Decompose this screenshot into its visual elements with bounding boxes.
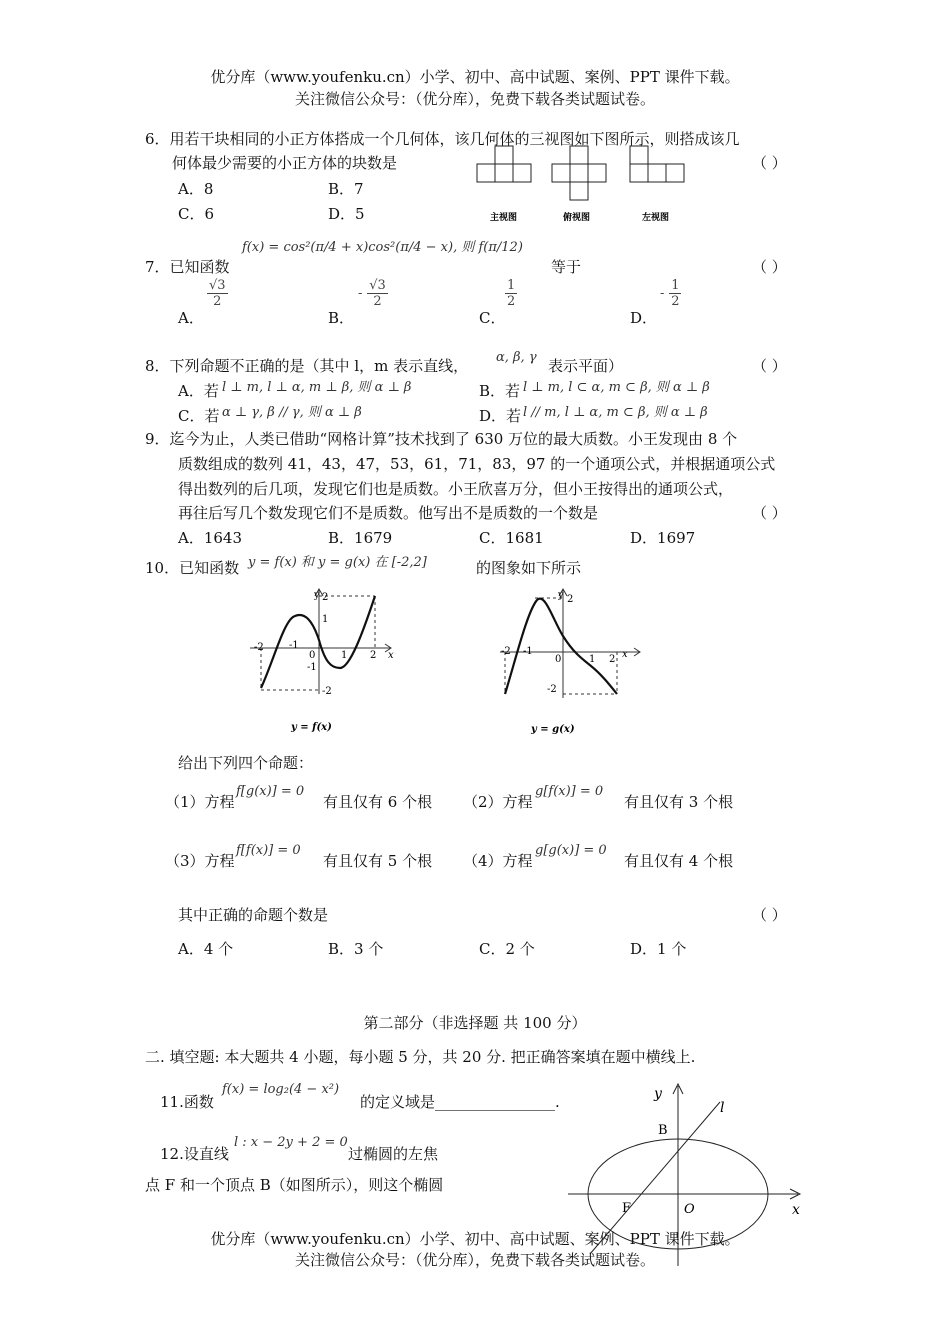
q8-stem-greek: α, β, γ: [496, 350, 537, 365]
f-curve: [261, 596, 375, 688]
axis-label-x: x: [388, 650, 394, 661]
header-line-2: 关注微信公众号：（优分库），免费下载各类试题试卷。: [294, 90, 655, 108]
q9-answer-paren: （ ）: [752, 504, 787, 522]
q12-line-2: 点 F 和一个顶点 B（如图所示），则这个椭圆: [145, 1176, 444, 1194]
q8-stem-end: 表示平面）: [548, 357, 624, 375]
q6-answer-paren: （ ）: [752, 154, 787, 172]
q7-formula: f(x) = cos²(π/4 + x)cos²(π/4 − x), 则 f(π/12): [242, 240, 523, 255]
frac-denominator: 2: [671, 294, 680, 309]
tick-label-m2: -2: [322, 686, 332, 697]
label-x: x: [792, 1202, 800, 1218]
q10-answer-paren: （ ）: [752, 906, 787, 924]
q10-intro: 给出下列四个命题：: [178, 754, 314, 772]
axis-label-y: y: [314, 590, 320, 601]
q6-option-b: B．7: [328, 180, 364, 198]
q8-option-d-formula: l // m, l ⊥ α, m ⊂ β, 则 α ⊥ β: [523, 405, 708, 420]
q10-option-a: A．4 个: [178, 940, 234, 958]
origin-label: 0: [309, 650, 316, 661]
q6-option-d: D．5: [328, 205, 365, 223]
frac-denominator: 2: [507, 294, 516, 309]
q10-formula: y = f(x) 和 y = g(x) 在 [-2,2]: [248, 555, 427, 570]
q12-suffix: 过椭圆的左焦: [348, 1145, 439, 1163]
tick-label-m2: -2: [547, 684, 557, 695]
graph-g: [495, 582, 655, 742]
label-y: y: [654, 1086, 662, 1102]
q11-prefix: 11.函数: [160, 1093, 214, 1111]
top-view-drawing: [552, 146, 606, 200]
frac-denominator: 2: [373, 294, 382, 309]
q12-prefix: 12.设直线: [160, 1145, 229, 1163]
q9-option-b: B．1679: [328, 529, 393, 547]
frac-numerator: √3: [209, 278, 226, 293]
label-l: l: [720, 1100, 725, 1116]
q7-prefix: 7．已知函数: [145, 258, 230, 276]
graph-f-caption: y = f(x): [291, 722, 332, 733]
q10-prop-3-label: （3）方程: [165, 852, 235, 870]
q10-prefix: 10．已知函数: [145, 559, 240, 577]
frac-numerator: √3: [369, 278, 386, 293]
tick-label-y2: 2: [322, 592, 329, 603]
label-b: B: [658, 1123, 668, 1138]
q10-prop-2-label: （2）方程: [463, 793, 533, 811]
q6-line-2: 何体最少需要的小正方体的块数是: [172, 154, 398, 172]
q7-option-d-value: [660, 278, 681, 309]
tick-label-y2: 2: [567, 594, 574, 605]
q8-option-a-label: A．若: [178, 382, 219, 400]
tick-label-p1: 1: [341, 650, 348, 661]
q11-formula: f(x) = log₂(4 − x²): [222, 1082, 340, 1097]
q10-prop-4-tail: 有且仅有 4 个根: [624, 852, 734, 870]
origin-label: 0: [555, 654, 562, 665]
front-view-drawing: [477, 146, 531, 182]
left-view-label: 左视图: [642, 213, 670, 223]
fill-in-section-heading: 二. 填空题: 本大题共 4 小题，每小题 5 分，共 20 分. 把正确答案填在题中横线上.: [145, 1048, 696, 1066]
q9-option-d: D．1697: [630, 529, 696, 547]
q7-option-c-label: C．: [479, 309, 506, 327]
q10-option-c: C．2 个: [479, 940, 535, 958]
q8-stem: 8．下列命题不正确的是（其中 l，m 表示直线，: [145, 357, 469, 375]
q7-answer-paren: （ ）: [752, 258, 787, 276]
q7-suffix: 等于: [551, 258, 582, 276]
tick-label-p2: 2: [370, 650, 377, 661]
q8-option-d-label: D．若: [479, 407, 522, 425]
q12-formula: l : x − 2y + 2 = 0: [234, 1135, 348, 1150]
q7-option-a-value: [207, 278, 228, 309]
q6-option-a: A．8: [178, 180, 214, 198]
tick-label-n2: -2: [254, 642, 264, 653]
minus-sign: -: [660, 286, 665, 301]
footer-line-1: 优分库（www.youfenku.cn）小学、初中、高中试题、案例、PPT 课件下载。: [210, 1230, 740, 1248]
top-view-label: 俯视图: [563, 213, 591, 223]
q10-option-d: D．1 个: [630, 940, 687, 958]
q6-three-views-figure: [470, 140, 700, 230]
axis-label-y: y: [558, 590, 564, 601]
q10-suffix: 的图象如下所示: [476, 559, 582, 577]
q11-suffix: 的定义域是________________.: [360, 1093, 560, 1111]
q10-prop-2-tail: 有且仅有 3 个根: [624, 793, 734, 811]
q10-prop-4-formula: g[g(x)] = 0: [535, 843, 607, 858]
tick-label-n1: -1: [289, 640, 299, 651]
label-o: O: [684, 1202, 695, 1217]
q7-option-b-value: [358, 278, 388, 309]
q7-option-a-label: A．: [178, 309, 204, 327]
tick-label-y1: 1: [322, 614, 329, 625]
axis-label-x: x: [622, 649, 628, 660]
q10-prop-1-tail: 有且仅有 6 个根: [323, 793, 433, 811]
q10-question: 其中正确的命题个数是: [178, 906, 329, 924]
header-line-1: 优分库（www.youfenku.cn）小学、初中、高中试题、案例、PPT 课件下载。: [210, 68, 740, 86]
frac-numerator: 1: [507, 278, 516, 293]
q7-option-c-value: [505, 278, 517, 309]
q10-prop-1-formula: f[g(x)] = 0: [236, 784, 305, 799]
q10-prop-4-label: （4）方程: [463, 852, 533, 870]
part-2-title: 第二部分（非选择题 共 100 分）: [363, 1014, 587, 1032]
tick-label-p1: 1: [589, 654, 596, 665]
q9-line-2: 质数组成的数列 41，43，47，53，61，71，83，97 的一个通项公式，并根据通项公式: [178, 455, 776, 473]
graph-g-caption: y = g(x): [531, 724, 575, 735]
q8-option-b-label: B．若: [479, 382, 521, 400]
front-view-label: 主视图: [490, 213, 518, 223]
q8-option-c-label: C．若: [178, 407, 220, 425]
frac-numerator: 1: [671, 278, 680, 293]
tick-label-p2: 2: [609, 654, 616, 665]
q10-prop-1-label: （1）方程: [165, 793, 235, 811]
q10-prop-3-tail: 有且仅有 5 个根: [323, 852, 433, 870]
q9-line-3: 得出数列的后几项，发现它们也是质数。小王欣喜万分，但小王按得出的通项公式，: [178, 480, 734, 498]
tick-label-n2: -2: [501, 646, 511, 657]
q9-option-a: A．1643: [178, 529, 243, 547]
q7-option-d-label: D．: [630, 309, 658, 327]
q8-option-b-formula: l ⊥ m, l ⊂ α, m ⊂ β, 则 α ⊥ β: [523, 380, 710, 395]
q6-line-1: 6．用若干块相同的小正方体搭成一个几何体，该几何体的三视图如下图所示，则搭成该几: [145, 130, 740, 148]
q10-option-b: B．3 个: [328, 940, 384, 958]
q9-option-c: C．1681: [479, 529, 544, 547]
g-curve: [505, 599, 617, 694]
footer-line-2: 关注微信公众号：（优分库），免费下载各类试题试卷。: [294, 1251, 655, 1269]
q7-option-b-label: B．: [328, 309, 355, 327]
q10-prop-3-formula: f[f(x)] = 0: [236, 843, 301, 858]
frac-denominator: 2: [213, 294, 222, 309]
minus-sign: -: [358, 286, 363, 301]
tick-label-n1: -1: [523, 646, 533, 657]
q6-option-c: C．6: [178, 205, 215, 223]
q8-option-c-formula: α ⊥ γ, β // γ, 则 α ⊥ β: [222, 405, 362, 420]
label-f: F: [622, 1201, 632, 1216]
graph-f: [245, 582, 405, 742]
q9-line-4: 再往后写几个数发现它们不是质数。他写出不是质数的一个数是: [178, 504, 599, 522]
q8-option-a-formula: l ⊥ m, l ⊥ α, m ⊥ β, 则 α ⊥ β: [222, 380, 412, 395]
q10-prop-2-formula: g[f(x)] = 0: [535, 784, 604, 799]
q9-line-1: 9．迄今为止，人类已借助“网格计算”技术找到了 630 万位的最大质数。小王发现由 8 个: [145, 430, 738, 448]
left-view-drawing: [630, 146, 684, 182]
tick-label-m1: -1: [307, 662, 317, 673]
q8-answer-paren: （ ）: [752, 357, 787, 375]
